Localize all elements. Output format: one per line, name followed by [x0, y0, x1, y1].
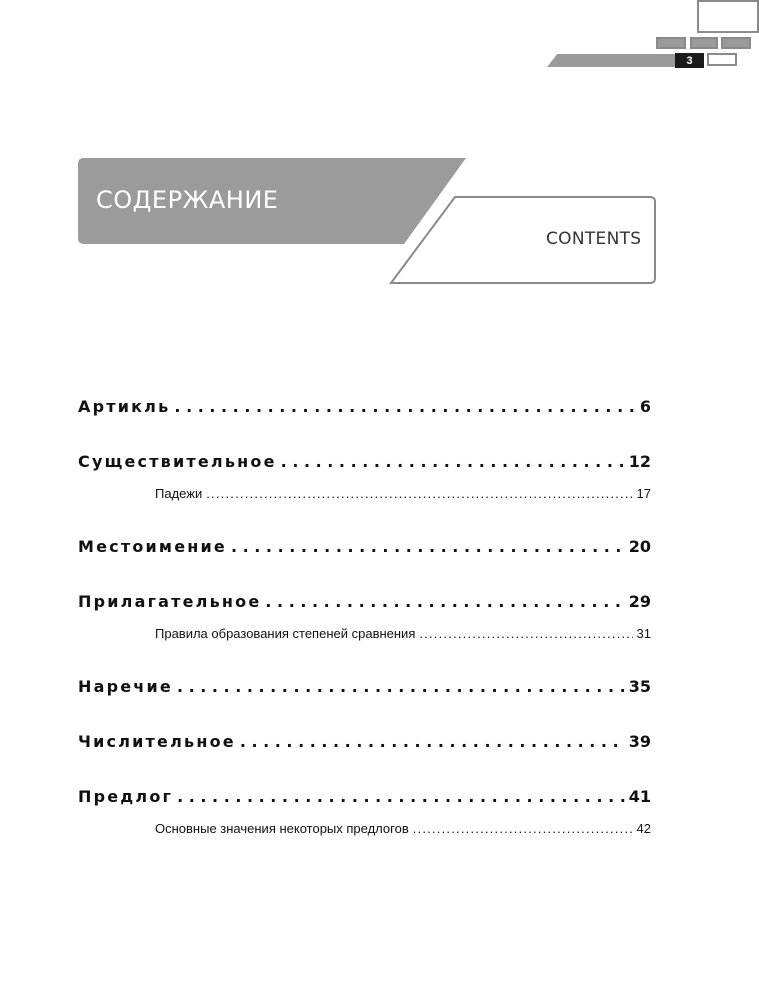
toc-leader-dots: [177, 677, 625, 696]
toc-entry-page: 20: [628, 537, 651, 556]
toc-subentry-label: Основные значения некоторых предлогов: [155, 821, 409, 836]
toc-leader-dots: [413, 821, 633, 836]
toc-subentry: [155, 821, 651, 836]
toc-subentry-page: 17: [636, 486, 651, 501]
toc-leader-dots: [265, 592, 624, 611]
toc-entry: [78, 397, 651, 416]
toc-subentry: [155, 626, 651, 641]
toc-leader-dots: [177, 787, 625, 806]
toc-leader-dots: [240, 732, 625, 751]
toc-leader-dots: [174, 397, 635, 416]
contents-title-english: CONTENTS: [546, 229, 642, 249]
toc-entry: [78, 732, 651, 751]
toc-entry: [78, 452, 651, 471]
toc-entry-page: 6: [639, 397, 651, 416]
toc-entry-label: Местоимение: [78, 537, 227, 556]
toc-entry-label: Предлог: [78, 787, 174, 806]
toc-entry-page: 29: [628, 592, 651, 611]
toc-entry-page: 35: [628, 677, 651, 696]
toc-entry-label: Прилагательное: [78, 592, 262, 611]
toc-entry-label: Наречие: [78, 677, 173, 696]
contents-title-russian: СОДЕРЖАНИЕ: [96, 186, 279, 214]
toc-subentry-label: Правила образования степеней сравнения: [155, 626, 416, 641]
toc-subentry-page: 42: [636, 821, 651, 836]
toc-leader-dots: [419, 626, 632, 641]
toc-entry-label: Существительное: [78, 452, 277, 471]
toc-entry-page: 41: [628, 787, 651, 806]
toc-entry-page: 12: [628, 452, 651, 471]
toc-entry: [78, 537, 651, 556]
toc-entry: [78, 592, 651, 611]
toc-leader-dots: [231, 537, 625, 556]
toc-entry: [78, 677, 651, 696]
toc-subentry-page: 31: [636, 626, 651, 641]
toc-entry-page: 39: [628, 732, 651, 751]
page-number: 3: [675, 53, 704, 68]
toc-leader-dots: [281, 452, 625, 471]
toc-entry-label: Числительное: [78, 732, 236, 751]
toc-leader-dots: [206, 486, 632, 501]
toc-subentry-label: Падежи: [155, 486, 203, 501]
toc-entry-label: Артикль: [78, 397, 171, 416]
toc-subentry: [155, 486, 651, 501]
header-banner: [0, 0, 759, 300]
toc-entry: [78, 787, 651, 806]
